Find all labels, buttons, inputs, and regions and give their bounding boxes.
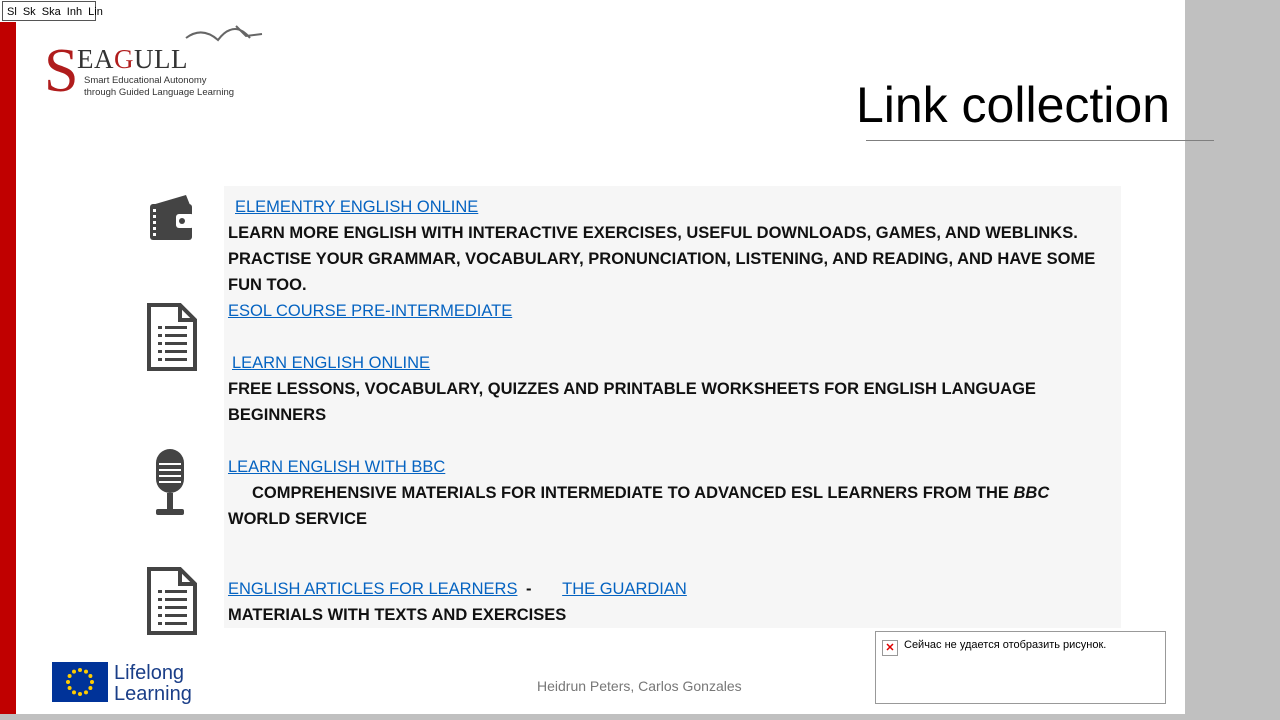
link-english-articles[interactable]: ENGLISH ARTICLES FOR LEARNERS	[228, 580, 518, 598]
link-learn-english-online[interactable]: LEARN ENGLISH ONLINE	[232, 354, 431, 372]
lifelong-learning-logo	[52, 660, 202, 706]
logo-letter: S	[44, 37, 79, 105]
tab-ska[interactable]: Ska	[41, 6, 61, 18]
seagull-bird-icon	[184, 24, 266, 54]
logo-word: EAGULL	[77, 44, 188, 74]
footer-authors: Heidrun Peters, Carlos Gonzales	[537, 678, 742, 694]
tab-sk[interactable]: Sk	[22, 6, 36, 18]
link-description: COMPREHENSIVE MATERIALS FOR INTERMEDIATE TO ADVANCED ESL LEARNERS FROM THE BBC	[252, 484, 1050, 502]
lifelong-learning-text: Lifelong Learning	[114, 662, 192, 705]
broken-image-message: Сейчас не удается отобразить рисунок.	[904, 639, 1107, 651]
link-description-tail: WORLD SERVICE	[228, 510, 368, 528]
link-the-guardian[interactable]: THE GUARDIAN	[562, 580, 687, 598]
broken-image-icon: ✕	[882, 640, 898, 656]
link-esol-course[interactable]: ESOL COURSE PRE-INTERMEDIATE	[228, 302, 513, 320]
title-divider	[866, 140, 1214, 141]
document-icon	[146, 302, 198, 372]
seagull-logo	[44, 26, 264, 105]
document-icon	[146, 566, 198, 636]
link-description: FREE LESSONS, VOCABULARY, QUIZZES AND PRINTABLE WORKSHEETS FOR ENGLISH LANGUAGE BEGINNERS	[228, 380, 1036, 424]
slide-tabs[interactable]	[2, 1, 103, 21]
eu-flag-icon	[52, 662, 108, 702]
accent-bar	[0, 22, 16, 720]
page-title: Link collection	[855, 77, 1170, 133]
tab-lin[interactable]: Lin	[88, 6, 103, 18]
link-separator: -	[526, 580, 532, 598]
tab-sl[interactable]: Sl	[7, 6, 17, 18]
link-description: LEARN MORE ENGLISH WITH INTERACTIVE EXERCISES, USEFUL DOWNLOADS, GAMES, AND WEBLINKS. PRACTISE YOUR GRAMMAR, VOCABULARY, PRONUNCIATION, LISTENING, AND READING, AND HAVE SOME FUN TOO.	[228, 224, 1096, 294]
link-list	[228, 194, 1115, 628]
broken-image-placeholder	[875, 631, 1166, 704]
link-list-panel	[224, 186, 1121, 628]
bottom-strip	[0, 714, 1185, 720]
tab-inh[interactable]: Inh	[66, 6, 83, 18]
link-elementry-english-online[interactable]: ELEMENTRY ENGLISH ONLINE	[235, 198, 479, 216]
microphone-icon	[150, 447, 190, 517]
link-learn-english-bbc[interactable]: LEARN ENGLISH WITH BBC	[228, 458, 446, 476]
logo-tagline: Smart Educational Autonomy through Guided Language Learning	[84, 75, 235, 98]
link-description: MATERIALS WITH TEXTS AND EXERCISES	[228, 606, 567, 624]
wallet-icon	[146, 193, 198, 243]
